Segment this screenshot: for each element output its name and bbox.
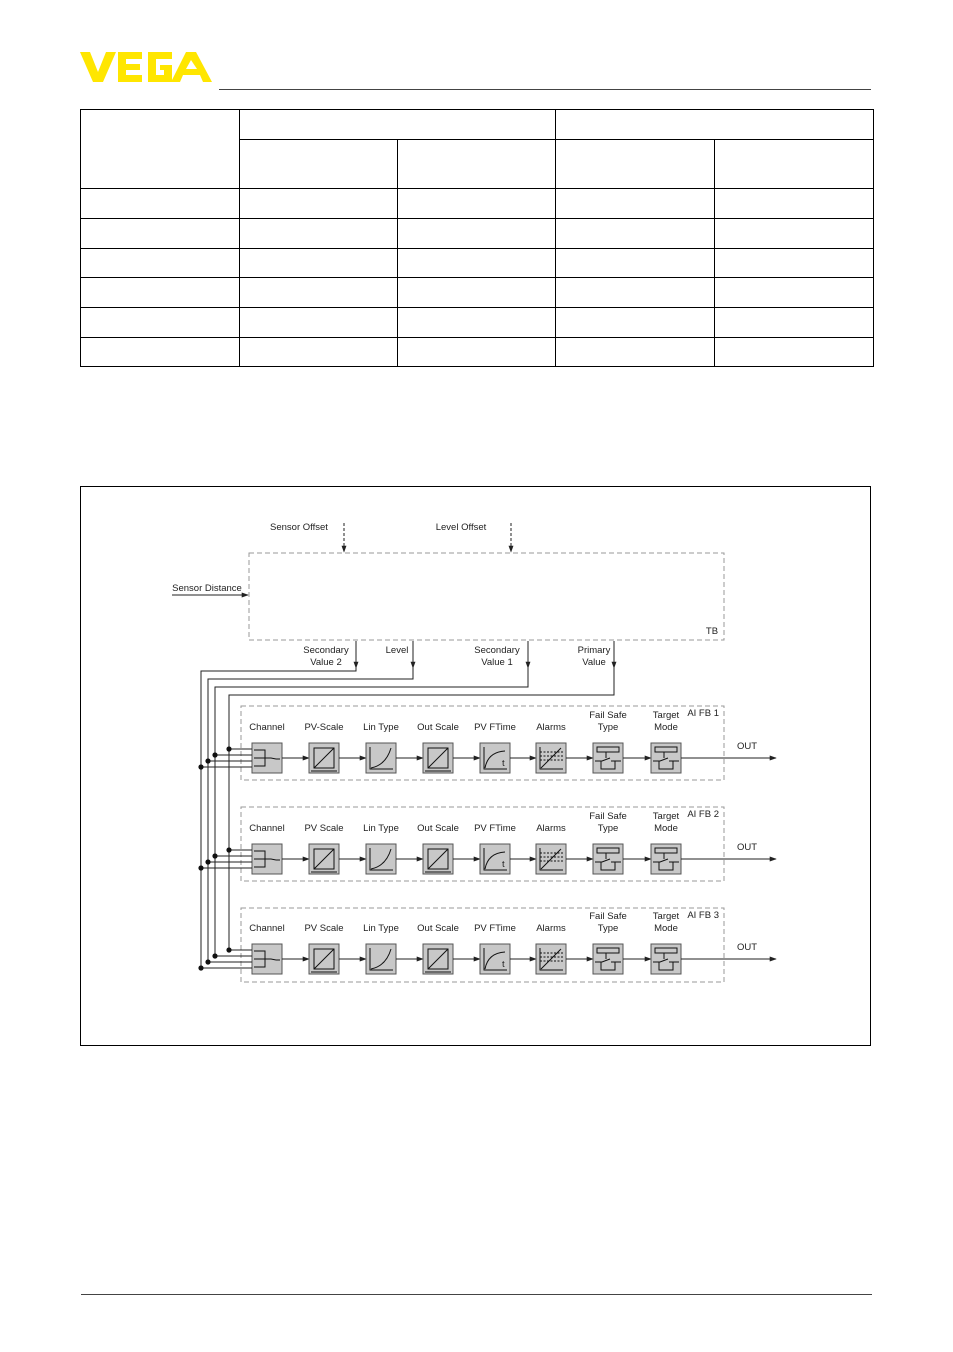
secondary-value-1-label: Value 1 xyxy=(481,657,513,668)
bus-junction-dot xyxy=(212,853,217,858)
step-label: Alarms xyxy=(536,923,566,934)
step-label: Channel xyxy=(249,923,285,934)
step-label: Lin Type xyxy=(363,923,399,934)
filter-time-t-icon: t xyxy=(502,758,505,769)
step-label: Target xyxy=(652,911,680,922)
secondary-value-2-label: Value 2 xyxy=(310,657,342,668)
sensor-offset-label: Sensor Offset xyxy=(270,522,328,533)
step-label: PV FTime xyxy=(474,722,516,733)
step-label: Mode xyxy=(654,722,678,733)
out-label: OUT xyxy=(736,942,758,953)
step-label: Target xyxy=(652,811,680,822)
out-label: OUT xyxy=(736,741,758,752)
bus-secondary-value-1 xyxy=(215,668,528,956)
level-label: Level xyxy=(385,645,409,656)
step-label: PV FTime xyxy=(474,923,516,934)
step-label: PV Scale xyxy=(304,823,344,834)
step-label: PV FTime xyxy=(474,823,516,834)
footer-rule xyxy=(81,1294,872,1295)
step-label: Type xyxy=(597,923,619,934)
bus-junction-dot xyxy=(226,746,231,751)
step-label: Alarms xyxy=(536,722,566,733)
bus-junction-dot xyxy=(212,953,217,958)
step-label: Fail Safe xyxy=(589,811,627,822)
step-label: Out Scale xyxy=(417,823,459,834)
primary-value-label: Primary xyxy=(577,645,611,656)
step-label: Target xyxy=(652,710,680,721)
ai-fb-label: AI FB 3 xyxy=(687,910,719,921)
primary-value-label: Value xyxy=(582,657,606,668)
bus-junction-dot xyxy=(226,947,231,952)
sensor-distance-label: Sensor Distance xyxy=(172,583,242,594)
step-label: Out Scale xyxy=(417,923,459,934)
step-label: Fail Safe xyxy=(589,911,627,922)
step-label: Mode xyxy=(654,923,678,934)
level-offset-label: Level Offset xyxy=(435,522,487,533)
bus-junction-dot xyxy=(198,764,203,769)
step-label: Type xyxy=(597,722,619,733)
filter-time-t-icon: t xyxy=(502,959,505,970)
ai-fb-label: AI FB 2 xyxy=(687,809,719,820)
filter-time-t-icon: t xyxy=(502,859,505,870)
step-label: Channel xyxy=(249,823,285,834)
step-label: PV Scale xyxy=(304,923,344,934)
step-label: Alarms xyxy=(536,823,566,834)
bus-junction-dot xyxy=(198,865,203,870)
step-label: Lin Type xyxy=(363,722,399,733)
step-label: Lin Type xyxy=(363,823,399,834)
bus-junction-dot xyxy=(212,752,217,757)
bus-junction-dot xyxy=(205,959,210,964)
step-label: Type xyxy=(597,823,619,834)
bus-junction-dot xyxy=(198,965,203,970)
tb-label: TB xyxy=(705,626,719,637)
bus-level xyxy=(208,668,413,962)
bus-junction-dot xyxy=(205,859,210,864)
step-label: Channel xyxy=(249,722,285,733)
transducer-block xyxy=(249,553,724,640)
step-label: PV-Scale xyxy=(304,722,344,733)
ai-fb-label: AI FB 1 xyxy=(687,708,719,719)
out-label: OUT xyxy=(736,842,758,853)
step-label: Mode xyxy=(654,823,678,834)
bus-junction-dot xyxy=(205,758,210,763)
step-label: Fail Safe xyxy=(589,710,627,721)
secondary-value-1-label: Secondary xyxy=(474,645,520,656)
step-label: Out Scale xyxy=(417,722,459,733)
bus-junction-dot xyxy=(226,847,231,852)
secondary-value-2-label: Secondary xyxy=(303,645,349,656)
